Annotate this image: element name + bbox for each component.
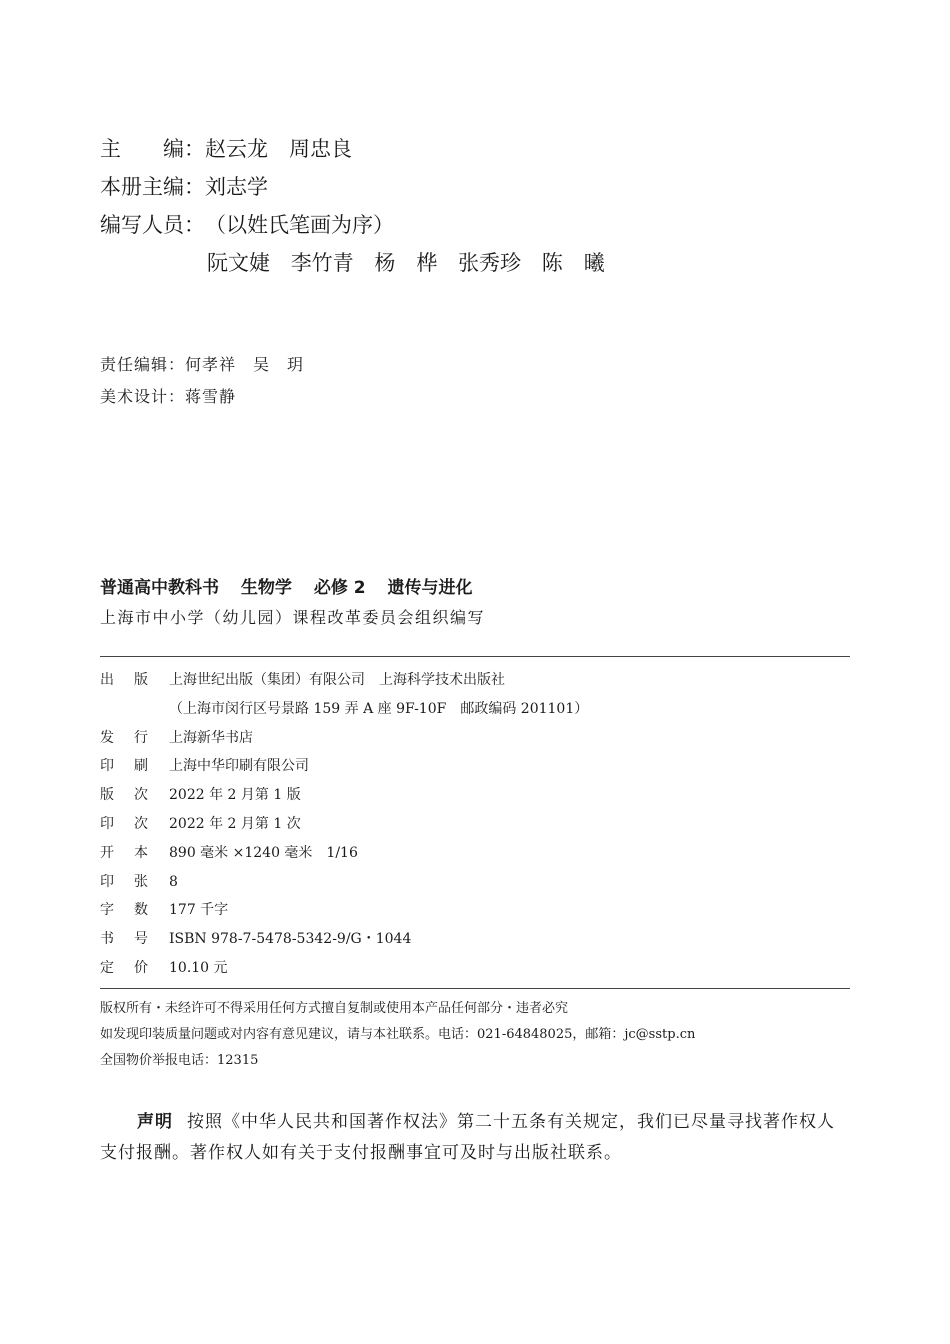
declaration-text: 按照《中华人民共和国著作权法》第二十五条有关规定，我们已尽量寻找著作权人支付报酬。著作权人如有关于支付报酬事宜可及时与出版社联系。: [100, 1112, 835, 1163]
pub-value: 2022 年 2 月第 1 次: [169, 815, 301, 832]
pub-row-publisher: [100, 666, 588, 695]
writers-label: 编写人员：: [100, 213, 205, 237]
book-title-part: 普通高中教科书: [100, 578, 219, 598]
pub-row-isbn: [100, 925, 588, 954]
responsible-block: [100, 349, 304, 413]
publication-info: [100, 666, 588, 983]
book-title-part: 生物学: [240, 578, 292, 598]
pub-value: 上海世纪出版（集团）有限公司 上海科学技术出版社: [169, 672, 505, 688]
pub-value: 上海中华印刷有限公司: [169, 758, 309, 775]
pub-key: 字数: [100, 902, 168, 919]
chief-editor-names: 赵云龙 周忠良: [205, 137, 352, 161]
pub-key: 出版: [100, 672, 168, 688]
writers-note: （以姓氏笔画为序）: [205, 213, 394, 237]
pub-row-sheets: [100, 868, 588, 897]
rights-block: [100, 996, 695, 1074]
writer-name: 陈 曦: [541, 251, 605, 275]
volume-editor-row: [100, 168, 619, 206]
declaration-label: 声明: [137, 1112, 173, 1132]
pub-value: ISBN 978-7-5478-5342-9/G・1044: [169, 931, 412, 948]
divider-bottom: [100, 988, 850, 989]
volume-editor-names: 刘志学: [205, 175, 268, 199]
writers-names: [100, 244, 619, 282]
book-organizer: 上海市中小学（幼儿园）课程改革委员会组织编写: [100, 608, 486, 627]
responsible-editor-names: 何孝祥 吴 玥: [185, 355, 305, 374]
writer-name: 杨 桦: [374, 251, 438, 275]
writer-name: 李竹青: [290, 251, 354, 275]
book-title: [100, 573, 489, 598]
volume-editor-label: 本册主编：: [100, 175, 205, 199]
art-design-label: 美术设计：: [100, 387, 186, 406]
pub-key: 印次: [100, 815, 168, 832]
chief-editor-label: 主 编：: [100, 137, 205, 161]
writer-name: 阮文婕: [207, 251, 270, 275]
pub-value: 890 毫米 ×1240 毫米 1/16: [169, 844, 358, 861]
pub-key: 印张: [100, 873, 168, 890]
pub-value: 10.10 元: [169, 959, 228, 976]
copyright-notice: 版权所有・未经许可不得采用任何方式擅自复制或使用本产品任何部分・违者必究: [100, 1001, 569, 1016]
responsible-editor-label: 责任编辑：: [100, 355, 186, 374]
pub-value: 2022 年 2 月第 1 版: [169, 787, 301, 804]
editors-block: [100, 130, 619, 282]
writers-row: [100, 206, 619, 244]
pub-key: 书号: [100, 931, 168, 948]
divider-top: [100, 656, 850, 657]
book-title-part: 遗传与进化: [387, 578, 473, 598]
pub-row-price: [100, 954, 588, 983]
declaration-paragraph: [100, 1107, 852, 1169]
pub-row-address: [100, 695, 588, 724]
pub-key: 印刷: [100, 758, 168, 775]
pub-value: （上海市闵行区号景路 159 弄 A 座 9F-10F 邮政编码 201101）: [169, 700, 589, 717]
pub-row-edition: [100, 781, 588, 810]
book-title-part: 必修 2: [313, 578, 366, 598]
pub-key: 定价: [100, 959, 168, 976]
art-design-names: 蒋雪静: [185, 387, 237, 406]
pub-key: 发行: [100, 729, 168, 746]
pub-value: 177 千字: [169, 902, 229, 919]
pub-row-distribution: [100, 724, 588, 753]
chief-editor-row: [100, 130, 619, 168]
art-design-row: [100, 381, 304, 413]
pub-row-impression: [100, 810, 588, 839]
pub-row-printer: [100, 752, 588, 781]
price-report-notice: 全国物价举报电话：12315: [100, 1053, 259, 1068]
pub-key: 版次: [100, 787, 168, 804]
contact-notice: 如发现印装质量问题或对内容有意见建议，请与本社联系。电话：021-64848025，邮箱：jc@sstp.cn: [100, 1027, 696, 1042]
pub-row-format: [100, 839, 588, 868]
pub-key: 开本: [100, 844, 168, 861]
pub-value: 上海新华书店: [169, 729, 253, 746]
pub-value: 8: [169, 873, 178, 890]
writer-name: 张秀珍: [458, 251, 522, 275]
pub-row-wordcount: [100, 896, 588, 925]
responsible-editor-row: [100, 349, 304, 381]
